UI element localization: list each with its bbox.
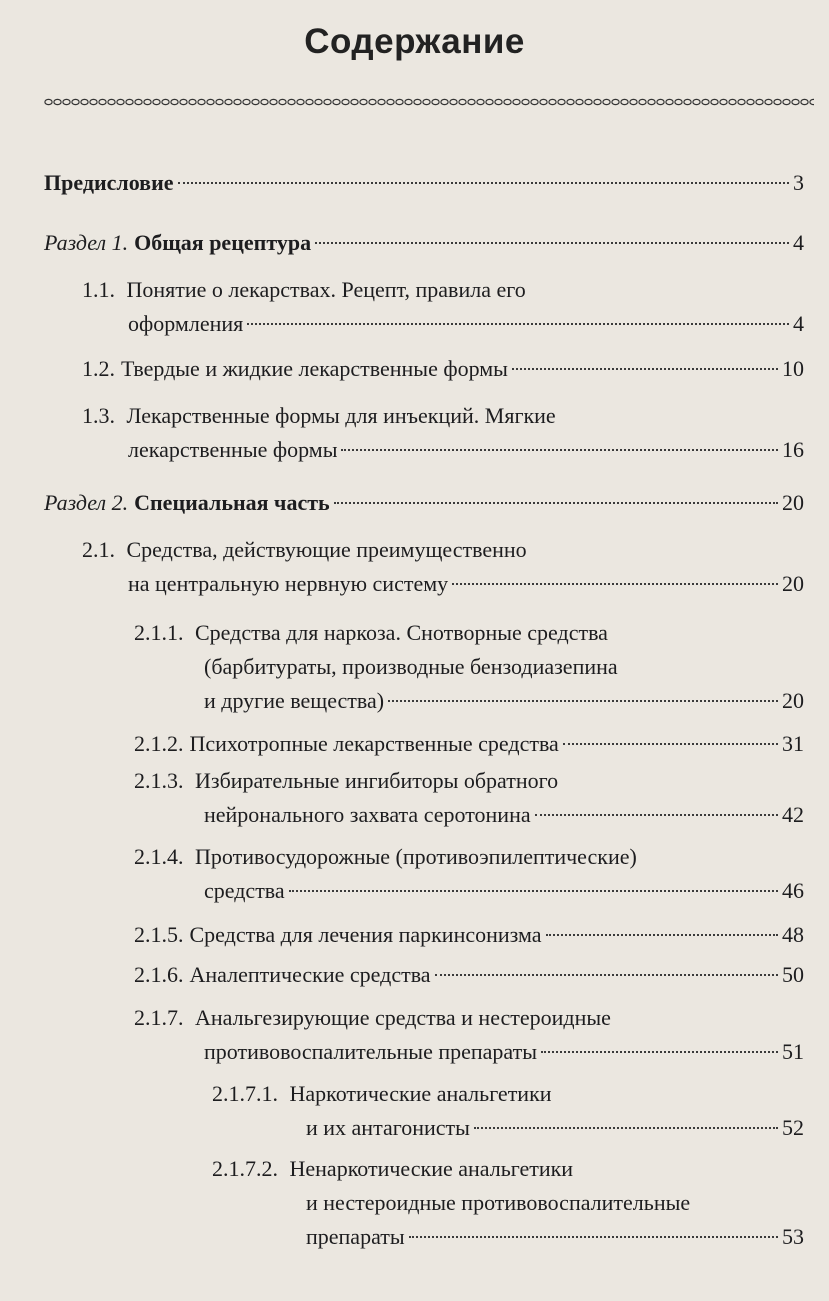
toc-entry-1-2	[82, 352, 804, 386]
toc-entry-section-1	[44, 226, 804, 260]
entry-title-line: Ненаркотические анальгетики	[289, 1156, 574, 1181]
entry-title-line: Психотропные лекарственные средства	[189, 731, 559, 756]
dot-leader	[409, 1235, 778, 1238]
entry-title-line: и их антагонисты	[306, 1115, 470, 1140]
entry-title-line: препараты	[306, 1224, 405, 1249]
entry-number: 2.1.7.1.	[212, 1081, 278, 1106]
entry-number: 2.1.	[82, 537, 115, 562]
toc-entry-1-3	[82, 399, 804, 467]
entry-number: 1.1.	[82, 277, 115, 302]
toc-entry-2-1-7-2	[212, 1152, 804, 1254]
page-number: 10	[782, 356, 804, 381]
section-label: Раздел 2.	[44, 490, 129, 515]
page-number: 52	[782, 1115, 804, 1140]
toc-entry-2-1-7	[134, 1001, 804, 1069]
dot-leader	[289, 889, 778, 892]
entry-title-line: Аналептические средства	[189, 962, 431, 987]
page-title: Содержание	[304, 22, 525, 61]
entry-title: Общая рецептура	[134, 230, 312, 255]
toc-entry-1-1	[82, 273, 804, 341]
dot-leader	[452, 582, 778, 585]
dot-leader	[435, 973, 778, 976]
entry-number: 1.3.	[82, 403, 115, 428]
entry-number: 2.1.2.	[134, 731, 184, 756]
toc-entry-2-1-1	[134, 616, 804, 718]
page-number: 20	[782, 571, 804, 596]
entry-title-line: оформления	[128, 311, 244, 336]
entry-title-line: Наркотические анальгетики	[289, 1081, 552, 1106]
entry-number: 2.1.1.	[134, 620, 184, 645]
entry-title: Специальная часть	[134, 490, 330, 515]
page-number: 51	[782, 1039, 804, 1064]
dot-leader	[474, 1126, 778, 1129]
toc-entry-2-1-7-1	[212, 1077, 804, 1145]
page-number: 16	[782, 437, 804, 462]
dot-leader	[341, 448, 778, 451]
page-number: 3	[793, 170, 804, 195]
entry-title-line: (барбитураты, производные бензодиазепина	[204, 654, 618, 679]
entry-title-line: и другие вещества)	[204, 688, 385, 713]
page-number: 42	[782, 802, 804, 827]
toc-entry-2-1-3	[134, 764, 804, 832]
toc-entry-section-2	[44, 486, 804, 520]
entry-number: 2.1.7.2.	[212, 1156, 278, 1181]
dot-leader	[512, 367, 778, 370]
entry-number: 2.1.5.	[134, 922, 184, 947]
entry-number: 2.1.7.	[134, 1005, 184, 1030]
dot-leader	[334, 501, 778, 504]
toc-entry-preface	[44, 166, 804, 200]
page-number: 31	[782, 731, 804, 756]
entry-title-line: лекарственные формы	[128, 437, 338, 462]
entry-number: 1.2.	[82, 356, 115, 381]
entry-title-line: и нестероидные противовоспалительные	[306, 1190, 691, 1215]
dot-leader	[563, 742, 778, 745]
toc-entry-2-1-2	[134, 727, 804, 761]
dot-leader	[546, 933, 778, 936]
page-number: 48	[782, 922, 804, 947]
entry-number: 2.1.6.	[134, 962, 184, 987]
entry-title-line: средства	[204, 878, 285, 903]
entry-title-line: нейронального захвата серотонина	[204, 802, 531, 827]
section-label: Раздел 1.	[44, 230, 129, 255]
page-number: 4	[793, 230, 804, 255]
entry-title-line: Твердые и жидкие лекарственные формы	[121, 356, 508, 381]
page-number: 20	[782, 688, 804, 713]
entry-number: 2.1.3.	[134, 768, 184, 793]
toc-entry-2-1-4	[134, 840, 804, 908]
entry-title-line: Анальгезирующие средства и нестероидные	[195, 1005, 611, 1030]
page-number: 20	[782, 490, 804, 515]
dot-leader	[315, 241, 789, 244]
dot-leader	[541, 1050, 778, 1053]
page-number: 4	[793, 311, 804, 336]
dot-leader	[247, 322, 789, 325]
dot-leader	[388, 699, 778, 702]
toc-entry-2-1	[82, 533, 804, 601]
entry-title-line: Средства для наркоза. Снотворные средства	[195, 620, 608, 645]
entry-number: 2.1.4.	[134, 844, 184, 869]
entry-title-line: на центральную нервную систему	[128, 571, 449, 596]
entry-title-line: Избирательные ингибиторы обратного	[195, 768, 559, 793]
page-number: 53	[782, 1224, 804, 1249]
entry-title-line: Средства, действующие преимущественно	[126, 537, 527, 562]
page-number: 50	[782, 962, 804, 987]
ornament-divider	[44, 95, 814, 109]
entry-title: Предисловие	[44, 170, 174, 195]
toc-entry-2-1-5	[134, 918, 804, 952]
entry-title-line: Противосудорожные (противоэпилептические)	[195, 844, 637, 869]
entry-title-line: Средства для лечения паркинсонизма	[189, 922, 542, 947]
dot-leader	[535, 813, 778, 816]
toc-entry-2-1-6	[134, 958, 804, 992]
entry-title-line: Понятие о лекарствах. Рецепт, правила его	[126, 277, 526, 302]
entry-title-line: Лекарственные формы для инъекций. Мягкие	[126, 403, 556, 428]
dot-leader	[178, 181, 789, 184]
page-number: 46	[782, 878, 804, 903]
entry-title-line: противовоспалительные препараты	[204, 1039, 538, 1064]
